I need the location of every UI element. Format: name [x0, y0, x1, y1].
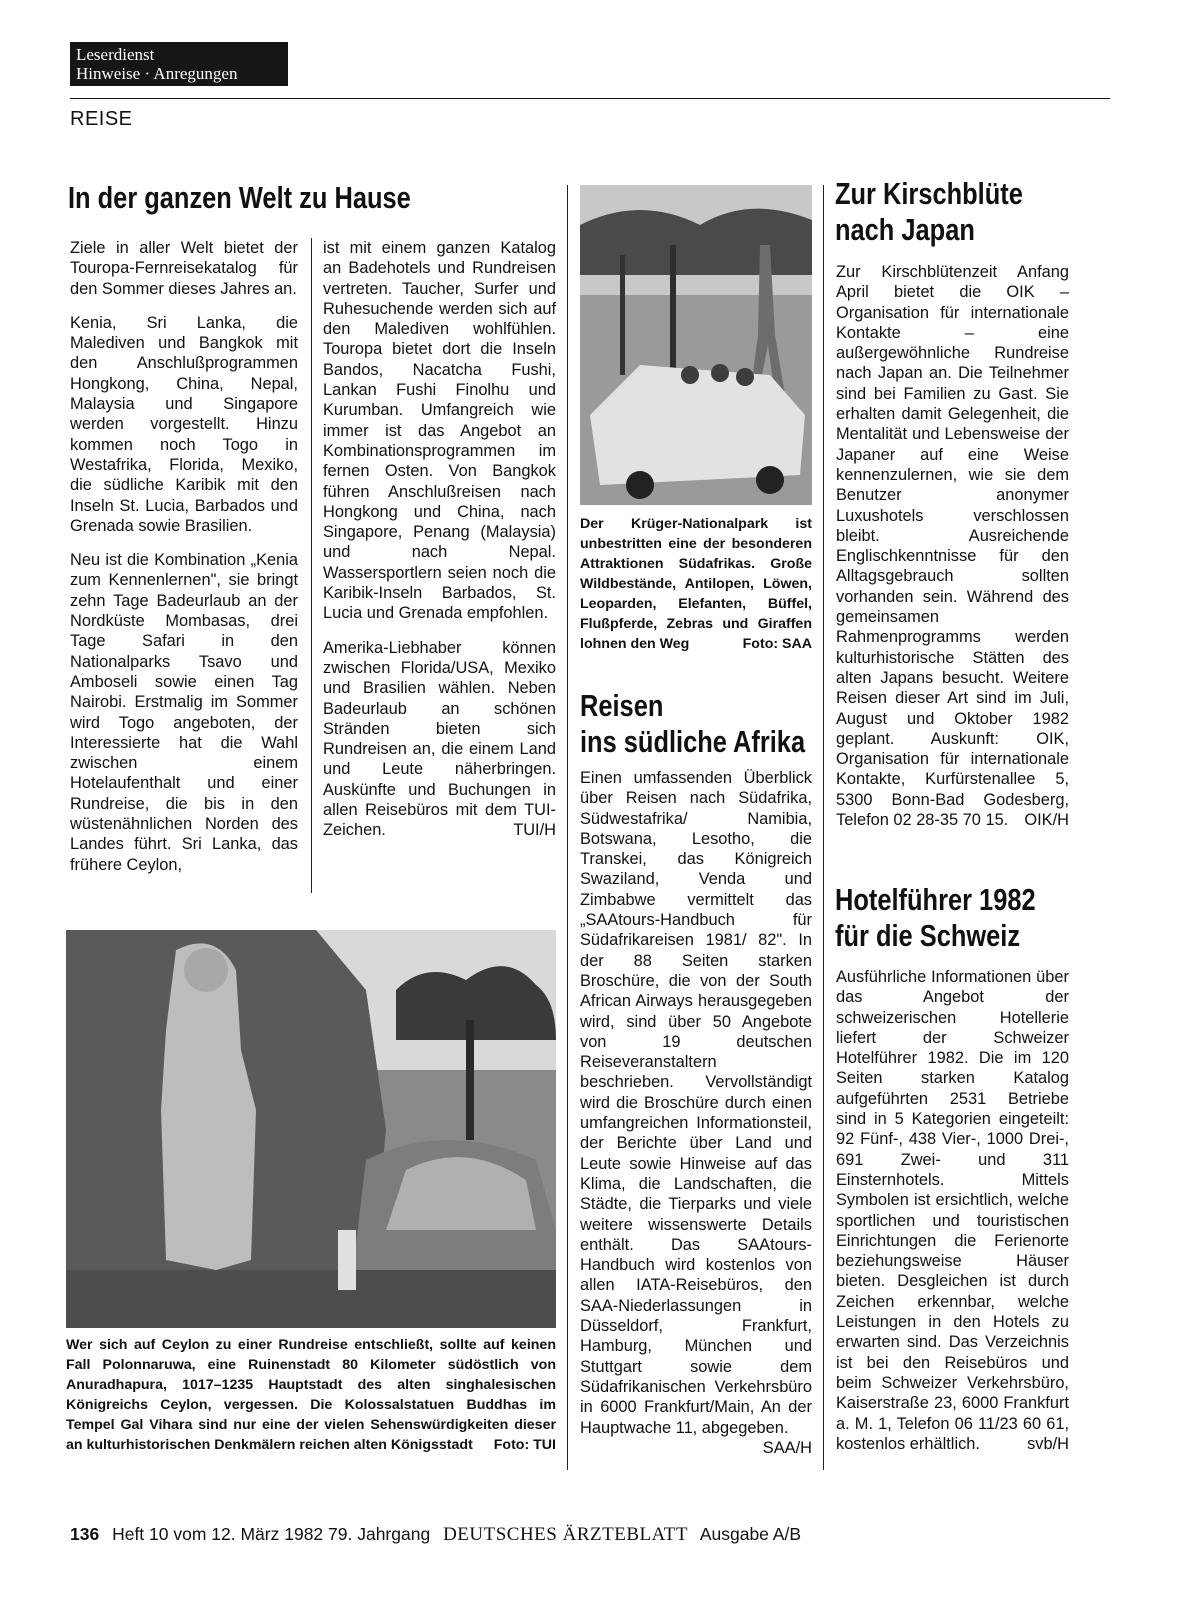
article1-signature: TUI/H: [513, 821, 556, 840]
article3-paragraph-text: Zur Kirschblütenzeit Anfang April bietet die OIK – Organisation für internationale Kontakte – eine außergewöhnliche Rundreise nach Japan an. Die Teilnehmer sind bei Familien zu Gast. Sie erhalten damit Gelegenheit, die Mentalität und Lebensweise der Japaner auf eine Weise kennenzulernen, wie sie dem Benutzer anonymer Luxushotels verschlossen bleibt. Ausreichende Englischkenntnisse für den Alltagsgebrauch sollten vorhanden sein. Während des gemeinsamen Rahmenprogramms werden kulturhistorische Stätten des alten Japans besucht. Weitere Reisen dieser Art sind im Juli, August und Oktober 1982 geplant. Auskunft: OIK, Organisation für internationale Kontakte, Kurfürstenallee 5, 5300 Bonn-Bad Godesberg, Telefon 02 28-35 70 15.: [836, 263, 1069, 830]
ceylon-photo-caption: [66, 1335, 556, 1455]
article1-paragraph: [323, 638, 556, 841]
magazine-name: DEUTSCHES ÄRZTEBLATT: [443, 1524, 688, 1545]
safari-photo-caption: [580, 514, 812, 654]
ceylon-buddha-illustration: [66, 930, 556, 1328]
article1-paragraph: Kenia, Sri Lanka, die Malediven und Bangkok mit den Anschlußprogrammen Hongkong, China, Nepal, Malaysia und Singapore werden vorgestellt. Hinzu kommen noch Togo in Westafrika, Florida, Mexiko, die südliche Karibik mit den Inseln St. Lucia, Barbados und Grenada sowie Brasilien.: [70, 313, 298, 535]
article4-title-line-2: für die Schweiz: [835, 918, 1021, 953]
department-badge: [70, 42, 288, 86]
article1-column-1: [70, 238, 298, 875]
column-divider: [567, 185, 568, 1470]
badge-line-1: Leserdienst: [76, 45, 155, 64]
article1-paragraph: Neu ist die Kombination „Kenia zum Kennenlernen", sie bringt zehn Tage Badeurlaub an der Nordküste Mombasas, drei Tage Safari in den Nationalparks Tsavo und Amboseli sowie einen Tag Nairobi. Erstmalig im Sommer wird Togo angeboten, der Interessierte hat die Wahl zwischen einem Hotelaufenthalt und einer Rundreise, die bis in den wüstenähnlichen Norden des Landes führt. Sri Lanka, das frühere Ceylon,: [70, 551, 298, 874]
safari-illustration: [580, 185, 812, 505]
article4-title: [835, 882, 1036, 954]
article4-paragraph: [836, 967, 1069, 1454]
article3-title: [835, 176, 1023, 248]
column-divider: [823, 185, 824, 1470]
article1-title: In der ganzen Welt zu Hause: [68, 180, 411, 215]
article3-paragraph: [836, 262, 1069, 830]
safari-photo-credit: Foto: SAA: [742, 636, 812, 652]
article4-paragraph-text: Ausführliche Informationen über das Angebot der schweizerischen Hotellerie liefert der Schweizer Hotelführer 1982. Die im 120 Seiten starken Katalog aufgeführten 2531 Betriebe sind in 5 Kategorien eingeteilt: 92 Fünf-, 438 Vier-, 1000 Drei-, 691 Zwei- und 311 Einsternhotels. Mittels Symbolen ist ersichtlich, welche sportlichen und touristischen Einrichtungen die Ferienorte beziehungsweise Häuser bieten. Desgleichen ist durch Zeichen erkennbar, welche Leistungen in den Hotels zu erwarten sind. Das Verzeichnis ist bei den Reisebüros und beim Schweizer Verkehrsbüro, Kaiserstraße 23, 6000 Frankfurt a. M. 1, Telefon 06 11/23 60 61, kostenlos erhältlich.: [836, 968, 1069, 1453]
column-divider: [311, 238, 312, 893]
article2-title-line-1: Reisen: [580, 688, 664, 723]
article2-signature: SAA/H: [762, 1438, 812, 1457]
article1-column-2: [323, 238, 556, 841]
ceylon-buddha-photo: [66, 930, 556, 1328]
edition-info: Ausgabe A/B: [699, 1524, 802, 1544]
article2-paragraph-text: Einen umfassenden Überblick über Reisen nach Südafrika, Südwestafrika/ Namibia, Botswana, Lesotho, die Transkei, das Königreich Swaziland, Venda und Zimbabwe vermittelt das „SAAtours-Handbuch für Südafrikareisen 1981/ 82". In der 88 Seiten starken Broschüre, die von der South African Airways herausgegeben wird, sind über 50 Angebote von 19 deutschen Reiseveranstaltern beschrieben. Vervollständigt wird die Broschüre durch einen umfangreichen Informationsteil, der Berichte über Land und Leute sowie Hinweise auf das Klima, die Landschaften, die Städte, die Tierparks und viele weitere wissenswerte Details enthält. Das SAAtours-Handbuch wird kostenlos von allen IATA-Reisebüros, den SAA-Niederlassungen in Düsseldorf, Frankfurt, Hamburg, München und Stuttgart sowie dem Südafrikanischen Verkehrsbüro in 6000 Frankfurt/Main, An der Hauptwache 11, abgegeben.: [580, 769, 812, 1437]
safari-photo: [580, 185, 812, 505]
article2-paragraph: [580, 768, 812, 1457]
article1-paragraph: Ziele in aller Welt bietet der Touropa-Fernreisekatalog für den Sommer dieses Jahres an.: [70, 239, 298, 298]
article3-body: [836, 262, 1069, 830]
article4-signature: svb/H: [1027, 1434, 1069, 1453]
safari-caption-text: Der Krüger-Nationalpark ist unbestritten eine der besonderen Attraktionen Südafrikas. Große Wildbestände, Antilopen, Löwen, Leoparden, Elefanten, Büffel, Flußpferde, Zebras und Giraffen lohnen den Weg: [580, 516, 812, 652]
ceylon-caption-text: Wer sich auf Ceylon zu einer Rundreise entschließt, sollte auf keinen Fall Polonnaruwa, eine Ruinenstadt 80 Kilometer südöstlich von Anuradhapura, 1017–1235 Hauptstadt des alten singhalesischen Königreichs Ceylon, vergessen. Die Kolossalstatuen Buddhas im Tempel Gal Vihara sind nur eine der vielen Sehenswürdigkeiten dieser an kulturhistorischen Denkmälern reichen alten Königsstadt: [66, 1337, 556, 1453]
article2-title: [580, 688, 805, 760]
article2-title-line-2: ins südliche Afrika: [580, 724, 806, 759]
issue-info: Heft 10 vom 12. März 1982 79. Jahrgang: [112, 1524, 431, 1544]
article3-title-line-1: Zur Kirschblüte: [835, 176, 1023, 211]
badge-line-2: Hinweise · Anregungen: [76, 64, 238, 83]
page-footer: [70, 1524, 801, 1546]
article3-signature: OIK/H: [1024, 811, 1069, 830]
header-rule: [70, 98, 1110, 99]
article3-title-line-2: nach Japan: [835, 212, 975, 247]
ceylon-photo-credit: Foto: TUI: [493, 1437, 556, 1453]
article1-paragraph: ist mit einem ganzen Katalog an Badehotels und Rundreisen vertreten. Taucher, Surfer und Ruhesuchende werden sich auf den Malediven wohlfühlen. Touropa bietet dort die Inseln Bandos, Nacatcha Fushi, Lankan Fushi Finolhu und Kurumban. Umfangreich wie immer ist das Angebot an Kombinationsprogrammen im fernen Osten. Von Bangkok führen Anschlußreisen nach Hongkong und China, nach Singapore, Penang (Malaysia) und nach Nepal. Wassersportlern seien noch die Karibik-Inseln Barbados, St. Lucia und Grenada empfohlen.: [323, 239, 556, 623]
article2-body: [580, 768, 812, 1458]
page-number: 136: [70, 1524, 100, 1544]
article4-title-line-1: Hotelführer 1982: [835, 882, 1036, 917]
article4-body: [836, 967, 1069, 1454]
section-label: REISE: [70, 108, 133, 130]
article1-paragraph-text: Amerika-Liebhaber können zwischen Florida/USA, Mexiko und Brasilien wählen. Neben Badeurlaub an schönen Stränden bieten sich Rundreisen an, die einem Land und Leute näherbringen. Auskünfte und Buchungen in allen Reisebüros mit dem TUI-Zeichen.: [323, 638, 556, 840]
